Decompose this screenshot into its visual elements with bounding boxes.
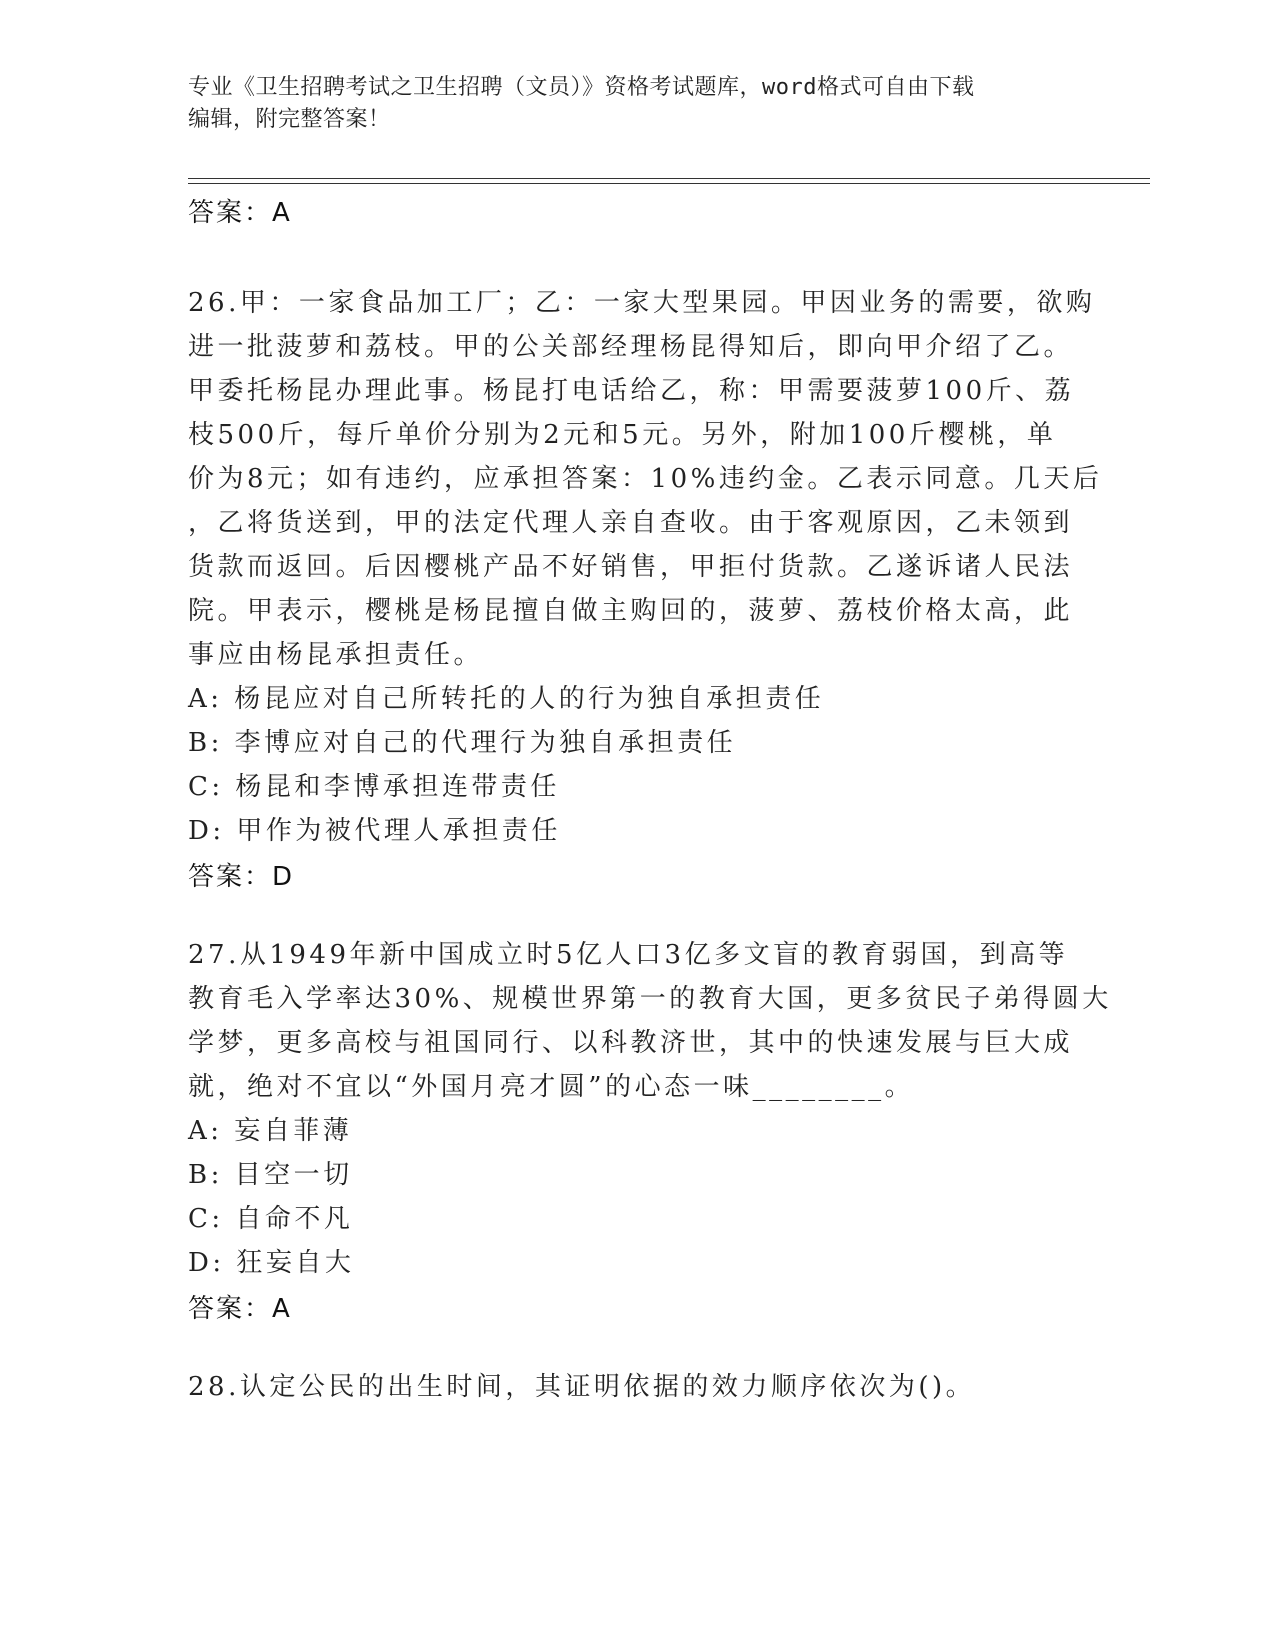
question-text-line: 货款而返回。后因樱桃产品不好销售，甲拒付货款。乙遂诉诸人民法: [188, 552, 1074, 582]
question-text-line: 学梦，更多高校与祖国同行、以科教济世，其中的快速发展与巨大成: [188, 1028, 1074, 1058]
answer-question-26: 答案：D: [188, 862, 295, 892]
document-header: [188, 72, 1078, 136]
question-text-line: 枝500斤，每斤单价分别为2元和5元。另外，附加100斤樱桃，单: [188, 420, 1057, 450]
question-text-line: 教育毛入学率达30%、规模世界第一的教育大国，更多贫民子弟得圆大: [188, 984, 1112, 1014]
question-text-line: 27.从1949年新中国成立时5亿人口3亿多文盲的教育弱国，到高等: [188, 940, 1069, 970]
option-b: B: 目空一切: [188, 1160, 353, 1190]
answer-previous-question: 答案：A: [188, 198, 292, 228]
option-c: C: 自命不凡: [188, 1204, 354, 1234]
question-text-line: 就，绝对不宜以“外国月亮才圆”的心态一味________。: [188, 1072, 915, 1102]
header-line-1: 专业《卫生招聘考试之卫生招聘（文员）》资格考试题库，word格式可自由下载: [188, 75, 975, 100]
question-text-line: 26.甲：一家食品加工厂；乙：一家大型果园。甲因业务的需要，欲购: [188, 288, 1096, 318]
option-a: A: 妄自菲薄: [188, 1116, 353, 1146]
option-d: D: 甲作为被代理人承担责任: [188, 816, 561, 846]
question-text-line: 进一批菠萝和荔枝。甲的公关部经理杨昆得知后，即向甲介绍了乙。: [188, 332, 1074, 362]
option-b: B: 李博应对自己的代理行为独自承担责任: [188, 728, 737, 758]
question-text-line: 28.认定公民的出生时间，其证明依据的效力顺序依次为()。: [188, 1372, 976, 1402]
option-c: C: 杨昆和李博承担连带责任: [188, 772, 560, 802]
question-text-line: 甲委托杨昆办理此事。杨昆打电话给乙，称：甲需要菠萝100斤、荔: [188, 376, 1075, 406]
question-text-line: 价为8元；如有违约，应承担答案：10%违约金。乙表示同意。几天后: [188, 464, 1103, 494]
question-text-line: 事应由杨昆承担责任。: [188, 640, 484, 670]
option-d: D: 狂妄自大: [188, 1248, 355, 1278]
answer-question-27: 答案：A: [188, 1294, 292, 1324]
header-divider-top: [188, 178, 1150, 179]
header-line-2: 编辑，附完整答案！: [188, 107, 391, 132]
option-a: A: 杨昆应对自己所转托的人的行为独自承担责任: [188, 684, 825, 714]
question-text-line: ，乙将货送到，甲的法定代理人亲自查收。由于客观原因，乙未领到: [188, 508, 1074, 538]
header-divider-bottom: [188, 183, 1150, 184]
question-text-line: 院。甲表示，樱桃是杨昆擅自做主购回的，菠萝、荔枝价格太高，此: [188, 596, 1074, 626]
